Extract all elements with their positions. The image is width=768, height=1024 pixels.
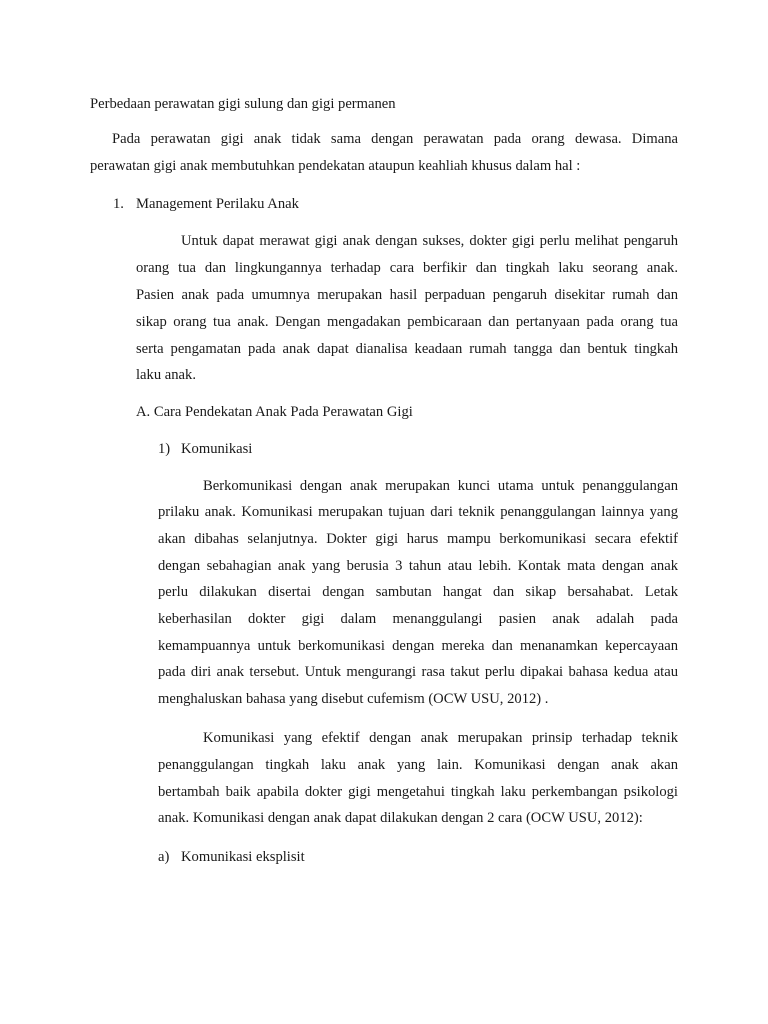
item1-p1-line-8: pada diri anak tersebut. Untuk mengurangi rasa takut perlu dipakai bahasa kedua atau: [158, 664, 678, 680]
item1-p2-line-2: penanggulangan tingkah laku anak yang lain. Komunikasi dengan anak akan: [158, 757, 678, 773]
item1-p1-line-7: kemampuannya untuk berkomunikasi dengan mereka dan menanamkan kepercayaan: [158, 638, 678, 654]
item1-p2-line-4: anak. Komunikasi dengan anak dapat dilakukan dengan 2 cara (OCW USU, 2012):: [158, 810, 643, 826]
item1-p1-line-5: perlu dilakukan disertai dengan sambutan hangat dan sikap bersahabat. Letak: [158, 584, 678, 600]
section1-number: 1.: [113, 196, 124, 212]
item1-heading: Komunikasi: [181, 441, 253, 457]
intro-line-2: perawatan gigi anak membutuhkan pendekatan ataupun keahliah khusus dalam hal :: [90, 158, 581, 174]
document-title: Perbedaan perawatan gigi sulung dan gigi permanen: [90, 96, 396, 112]
item1-number: 1): [158, 441, 171, 457]
intro-line-1: Pada perawatan gigi anak tidak sama dengan perawatan pada orang dewasa. Dimana: [112, 131, 678, 147]
item1-p1-line-6: keberhasilan dokter gigi dalam menanggulangi pasien anak adalah pada: [158, 611, 678, 627]
section1-heading: Management Perilaku Anak: [136, 196, 299, 212]
item-a-heading: Komunikasi eksplisit: [181, 849, 305, 865]
item1-p2-line-1: Komunikasi yang efektif dengan anak merupakan prinsip terhadap teknik: [203, 730, 678, 746]
section1-paragraph-line-2: orang tua dan lingkungannya terhadap cara berfikir dan tingkah laku seorang anak.: [136, 260, 678, 276]
item1-p1-line-3: akan dibahas selanjutnya. Dokter gigi harus mampu berkomunikasi secara efektif: [158, 531, 678, 547]
item1-p1-line-9: menghaluskan bahasa yang disebut cufemism (OCW USU, 2012) .: [158, 691, 549, 707]
item1-p1-line-2: prilaku anak. Komunikasi merupakan tujuan dari teknik penanggulangan lainnya yang: [158, 504, 678, 520]
section1-paragraph-line-6: laku anak.: [136, 367, 196, 383]
subsection-a-heading: A. Cara Pendekatan Anak Pada Perawatan Gigi: [136, 404, 413, 420]
section1-paragraph-line-5: serta pengamatan pada anak dapat dianalisa keadaan rumah tangga dan bentuk tingkah: [136, 341, 678, 357]
section1-paragraph-line-1: Untuk dapat merawat gigi anak dengan sukses, dokter gigi perlu melihat pengaruh: [181, 233, 678, 249]
section1-paragraph-line-3: Pasien anak pada umumnya merupakan hasil perpaduan pengaruh disekitar rumah dan: [136, 287, 678, 303]
section1-paragraph-line-4: sikap orang tua anak. Dengan mengadakan pembicaraan dan pertanyaan pada orang tua: [136, 314, 678, 330]
item1-p1-line-4: dengan sebahagian anak yang berusia 3 tahun atau lebih. Kontak mata dengan anak: [158, 558, 678, 574]
item-a-number: a): [158, 849, 170, 865]
item1-p1-line-1: Berkomunikasi dengan anak merupakan kunci utama untuk penanggulangan: [203, 478, 678, 494]
item1-p2-line-3: bertambah baik apabila dokter gigi mengetahui tingkah laku perkembangan psikologi: [158, 784, 678, 800]
